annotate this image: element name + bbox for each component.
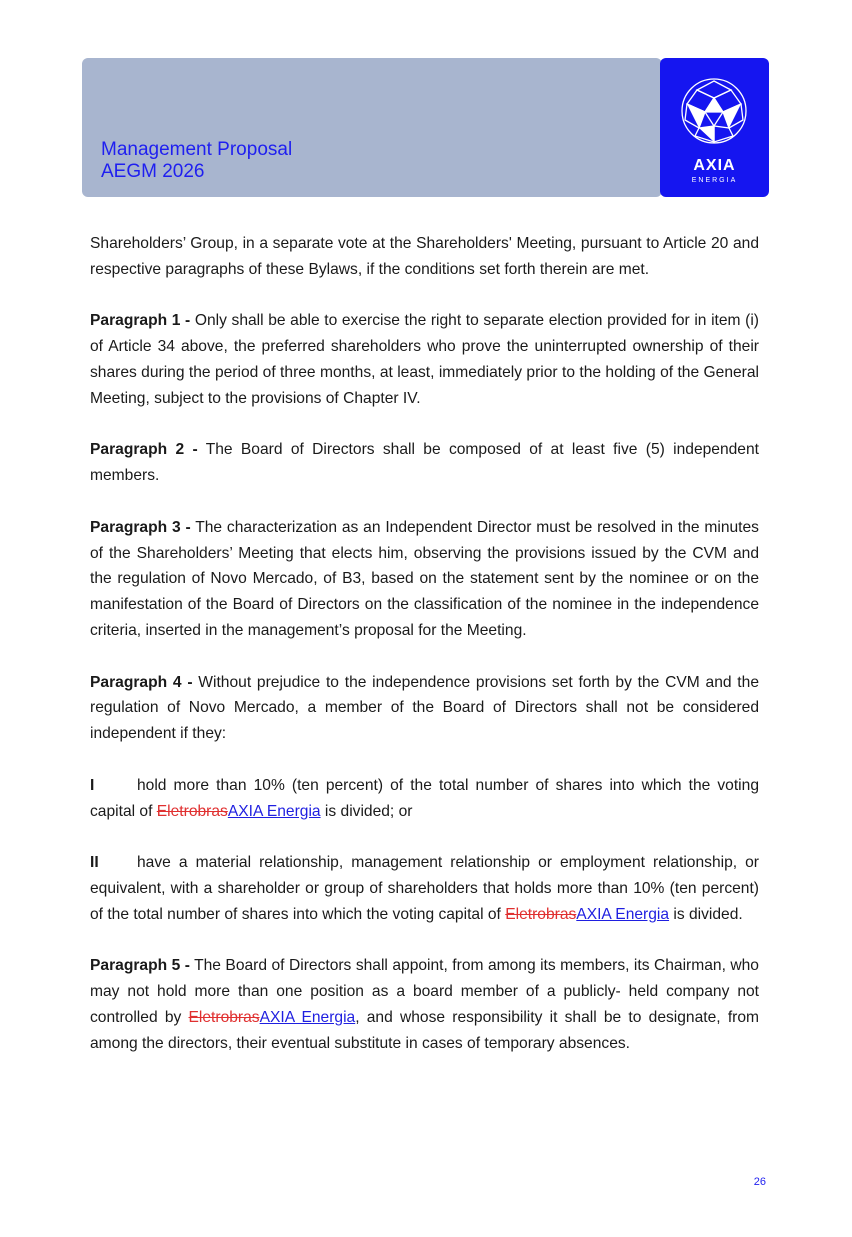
paragraph-5	[90, 953, 759, 1056]
item-2-text-b: is divided.	[669, 905, 743, 923]
item-2-label: II	[90, 854, 99, 872]
paragraph-5-deleted-text: Eletrobras	[188, 1008, 260, 1026]
item-1-text-b: is divided; or	[320, 802, 413, 820]
header-title-line2: AEGM 2026	[101, 161, 205, 182]
logo-subtitle: ENERGIA	[691, 177, 738, 184]
paragraph-5-text-a: The Board of Directors shall appoint, from among its members, its Chairman, who may not hold more than one position as a board member of a publicly- held company not controlled by	[90, 957, 759, 1026]
page-number: 26	[753, 1176, 766, 1188]
paragraph-2-label: Paragraph 2 -	[90, 441, 198, 459]
item-2	[90, 850, 759, 927]
item-1	[90, 773, 759, 825]
paragraph-3-label: Paragraph 3 -	[90, 518, 191, 536]
paragraph-3	[90, 515, 759, 644]
globe-icon	[679, 76, 749, 146]
item-1-text-a: hold more than 10% (ten percent) of the total number of shares into which the voting capital of	[90, 776, 759, 820]
item-2-text-a: have a material relationship, management relationship or employment relationship, or equivalent, with a shareholder or group of shareholders that holds more than 10% (ten percent) of the total number of shares into which the voting capital of	[90, 854, 759, 923]
header-title-line1: Management Proposal	[101, 139, 293, 160]
paragraph-1-label: Paragraph 1 -	[90, 312, 191, 330]
paragraph-4	[90, 670, 759, 747]
paragraph-5-label: Paragraph 5 -	[90, 957, 190, 975]
item-1-deleted-text: Eletrobras	[156, 802, 228, 820]
intro-paragraph: Shareholders’ Group, in a separate vote at the Shareholders' Meeting, pursuant to Article 20 and respective paragraphs of these Bylaws, if the conditions set forth therein are met.	[90, 235, 759, 278]
axia-logo	[660, 58, 769, 197]
item-1-inserted-text: AXIA Energia	[227, 802, 321, 820]
paragraph-5-text-b: , and whose responsibility it shall be to designate, from among the directors, their eventual substitute in cases of temporary absences.	[90, 1008, 760, 1052]
item-2-deleted-text: Eletrobras	[505, 905, 577, 923]
header-band	[82, 58, 662, 197]
paragraph-2	[90, 437, 759, 489]
paragraph-4-text: Without prejudice to the independence provisions set forth by the CVM and the regulation of Novo Mercado, a member of the Board of Directors shall not be considered independent if they:	[90, 673, 759, 743]
item-1-label: I	[90, 776, 95, 794]
document-body	[90, 231, 759, 1082]
logo-name: AXIA	[693, 157, 736, 174]
paragraph-5-inserted-text: AXIA Energia	[259, 1008, 356, 1026]
paragraph-1-text: Only shall be able to exercise the right to separate election provided for in item (i) of Article 34 above, the preferred shareholders who prove the uninterrupted ownership of their shares during the period of three months, at least, immediately prior to the holding of the General Meeting, subject to the provisions of Chapter IV.	[90, 312, 759, 407]
paragraph-1	[90, 308, 759, 411]
paragraph-4-label: Paragraph 4 -	[90, 673, 193, 691]
header-title	[101, 139, 292, 183]
paragraph-3-text: The characterization as an Independent Director must be resolved in the minutes of the Shareholders’ Meeting that elects him, observing the provisions issued by the CVM and the regulation of Novo Mercado, of B3, based on the statement sent by the nominee or on the manifestation of the Board of Directors on the classification of the nominee in the independence criteria, inserted in the management’s proposal for the Meeting.	[90, 518, 759, 639]
item-2-inserted-text: AXIA Energia	[576, 905, 670, 923]
paragraph-2-text: The Board of Directors shall be composed of at least five (5) independent members.	[90, 441, 759, 485]
